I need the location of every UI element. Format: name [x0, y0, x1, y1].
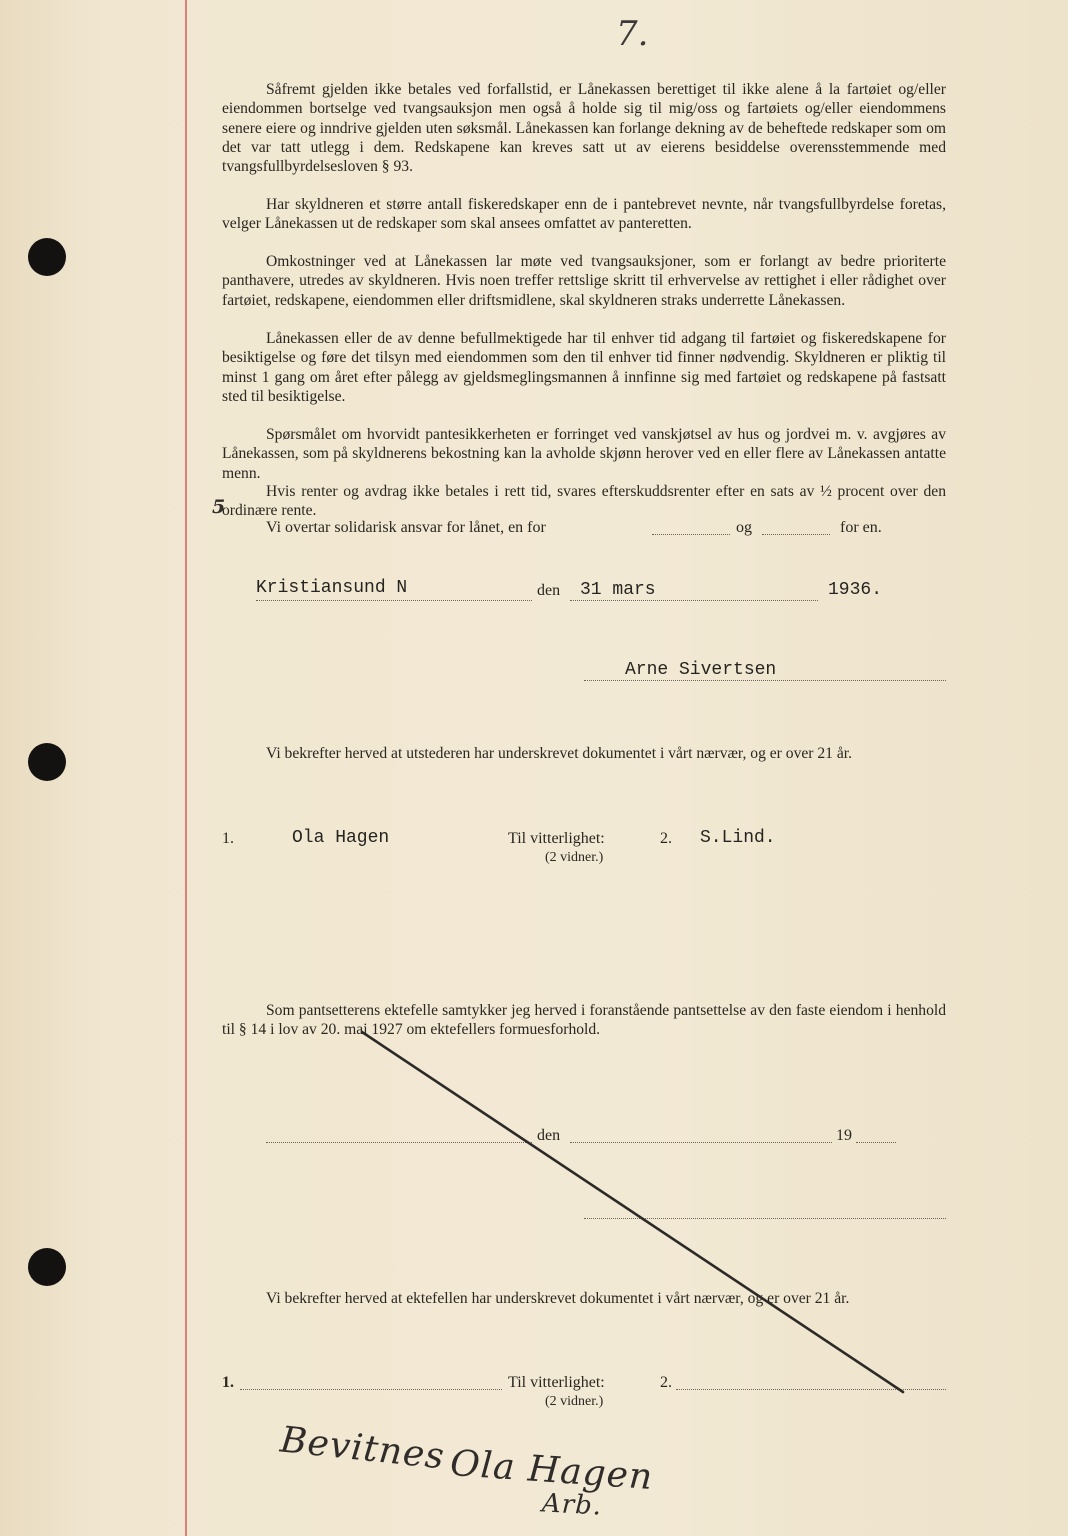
- date-den: den: [537, 582, 561, 599]
- paragraph-omkostninger: Omkostninger ved at Lånekassen lar møte ved tvangsauksjoner, som er forlangt av bedre prioriterte panthavere, utredes av skyldneren. Hvis noen treffer rettslige skritt til erhvervelse av rettighet i eller rådighet over fartøiet, redskapene, eiendommen eller driftsmidlene, skal skyldneren straks underrette Lånekassen.: [222, 253, 946, 309]
- spouse-consent: Som pantsetterens ektefelle samtykker jeg herved i foranstående pantsettelse av den faste eiendom i henhold til § 14 i lov av 20. mai 1927 om ektefellers formuesforhold.: [222, 1002, 946, 1039]
- solidarity-text: Vi overtar solidarisk ansvar for lånet, en for: [266, 519, 546, 536]
- paragraph-pantesikkerhet: Spørsmålet om hvorvidt pantesikkerheten er forringet ved vanskjøtsel av hus og jordvei m. v. avgjøres av Lånekassen, som på skyldnerens bekostning kan la avholde skjønn herover ved en eller flere av Lånekassen antatte menn.: [222, 426, 946, 482]
- witness-2-1-number: 1.: [222, 1374, 234, 1391]
- handwritten-bevitnes: Bevitnes: [278, 1419, 447, 1478]
- witness-2-name: S.Lind.: [700, 828, 776, 848]
- witness-note: (2 vidner.): [545, 850, 604, 865]
- page-number: 7.: [616, 14, 649, 54]
- witness-statement-1: Vi bekrefter herved at utstederen har underskrevet dokumentet i vårt nærvær, og er over 21 år.: [266, 745, 853, 762]
- solidarity-suffix: for en.: [840, 519, 882, 536]
- witness-2-number: 2.: [660, 830, 672, 847]
- witness-statement-2: Vi bekrefter herved at ektefellen har underskrevet dokumentet i vårt nærvær, og er over 21 år.: [266, 1290, 850, 1307]
- witness-2-label: Til vitterlighet:: [508, 1374, 605, 1391]
- spouse-date-den: den: [537, 1127, 561, 1144]
- witness-2-note: (2 vidner.): [545, 1394, 604, 1409]
- place-typed: Kristiansund N: [256, 578, 408, 598]
- paragraph-forfallstid: Såfremt gjelden ikke betales ved forfallstid, er Lånekassen berettiget til ikke alene å la fartøiet og/eller eiendommen bortselge ved tvangsauksjon men også å holde sig til mig/oss og fartøiets og/eller eiendommens senere eiere og inndrive gjelden uten søksmål. Lånekassen kan forlange dekning av de beheftede redskaper som om det var tatt utlegg i dem. Redskapene kan kreves satt ut av eierens besiddelse overensstemmende med tvangsfullbyrdelsesloven § 93.: [222, 81, 946, 176]
- paragraph-fiskeredskaper: Har skyldneren et større antall fiskeredskaper enn de i pantebrevet nevnte, når tvangsfullbyrdelse foretas, velger Lånekassen ut de redskaper som skal ansees omfattet av panteretten.: [222, 196, 946, 233]
- handwritten-signature-name: Ola Hagen: [448, 1442, 655, 1499]
- solidarity-og: og: [736, 519, 752, 536]
- date-year: 1936.: [828, 580, 883, 600]
- handwritten-signature-suffix: Arb.: [541, 1488, 603, 1522]
- paragraph-besiktigelse: Lånekassen eller de av denne befullmektigede har til enhver tid adgang til fartøiet og fiskeredskapene for besiktigelse og føre det tilsyn med eiendommen som den til enhver tid finner nødvendig. Skyldneren er pliktig til minst 1 gang om året efter pålegg av gjeldsmeglingsmannen å innfinne sig med fartøiet og redskapene på fastsatt sted til besiktigelse.: [222, 330, 946, 405]
- witness-2-2-number: 2.: [660, 1374, 672, 1391]
- spouse-year-prefix: 19: [836, 1127, 852, 1144]
- witness-label: Til vitterlighet:: [508, 830, 605, 847]
- paragraph-renter: Hvis renter og avdrag ikke betales i rett tid, svares efterskuddsrenter efter en sats av ½ procent over den ordinære rente.: [222, 483, 946, 520]
- witness-1-name: Ola Hagen: [292, 828, 390, 848]
- handwritten-rate-digit: 5: [212, 496, 227, 518]
- signatory-name: Arne Sivertsen: [625, 660, 777, 680]
- witness-1-number: 1.: [222, 830, 234, 847]
- date-day-month: 31 mars: [580, 580, 656, 600]
